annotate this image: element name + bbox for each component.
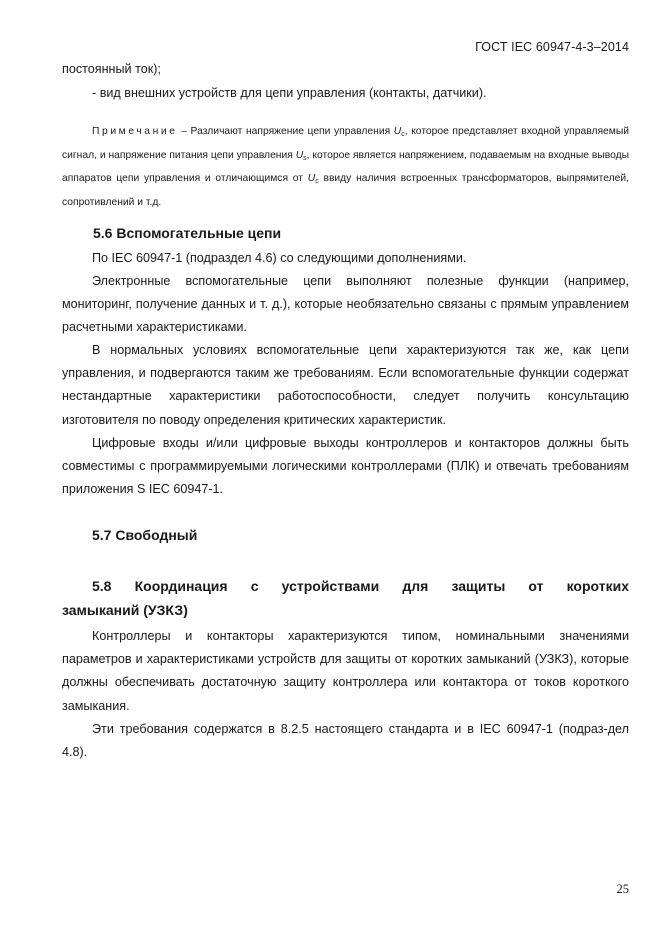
section-5-8-heading-line-1: 5.8 Координация с устройствами для защиты от коротких [92, 578, 629, 594]
section-5-8-heading-line-2: замыканий (УЗКЗ) [62, 602, 188, 618]
page-number: 25 [616, 882, 629, 896]
document-header-id: ГОСТ IEC 60947-4-3–2014 [475, 40, 629, 54]
note-text-4: ввиду наличия встроенных трансформаторов, выпрямителей, сопротивлений и т.д. [62, 173, 629, 208]
note-label: Примечание [92, 126, 178, 137]
uc-subscript: c [401, 131, 405, 138]
intro-line-1: постоянный ток); [62, 62, 161, 76]
us-letter: U [295, 149, 304, 161]
us-symbol [296, 150, 307, 161]
section-5-8-heading [62, 574, 629, 622]
us-subscript: s [303, 154, 307, 162]
uc2-subscript: c [315, 178, 319, 185]
section-5-6-p2: Электронные вспомогательные цепи выполняют полезные функции (например, мониторинг, получение данных и т. д.), которые необязательно связаны с прямым управлением расчетными характеристиками. [62, 274, 629, 335]
section-5-6-p3: В нормальных условиях вспомогательные цепи характеризуются так же, как цепи управления, и подвергаются таким же требованиям. Если вспомогательные функции содержат нестандартные характеристики работоспособности, следует получить консультацию изготовителя по поводу определения критических характеристик. [62, 343, 629, 427]
note-text-1: – Различают напряжение цепи управления [177, 126, 394, 137]
note-paragraph [62, 122, 629, 213]
uc-symbol [394, 126, 405, 137]
section-5-8-p1: Контроллеры и контакторы характеризуются типом, номинальными значениями параметров и характеристиками устройств для защиты от коротких замыканий (УЗКЗ), которые должны обеспечивать достаточную защиту контроллера или контактора от токов короткого замыкания. [62, 629, 629, 713]
section-5-6-p1: По IEC 60947-1 (подраздел 4.6) со следующими дополнениями. [92, 251, 467, 265]
note-text-3: , которое является напряжением, подаваемым на входные выводы аппаратов цепи управления и отличающимся от [62, 149, 629, 184]
uc2-symbol [308, 173, 319, 184]
note-text-2: , которое представляет входной управляемый сигнал, и напряжение питания цепи управления [62, 126, 629, 161]
section-5-7-heading: 5.7 Свободный [92, 527, 198, 543]
section-5-8-p2: Эти требования содержатся в 8.2.5 настоящего стандарта и в IEC 60947-1 (подраз-дел 4.8). [62, 722, 629, 760]
uc2-letter: U [307, 173, 316, 184]
intro-line-2: - вид внешних устройств для цепи управления (контакты, датчики). [92, 86, 487, 100]
section-5-6-heading: 5.6 Вспомогательные цепи [93, 225, 282, 241]
uc-letter: U [393, 126, 402, 137]
section-5-6-p4: Цифровые входы и/или цифровые выходы контроллеров и контакторов должны быть совместимы с программируемыми логическими контроллерами (ПЛК) и отвечать требованиям приложения S IEC 60947-1. [62, 436, 629, 497]
